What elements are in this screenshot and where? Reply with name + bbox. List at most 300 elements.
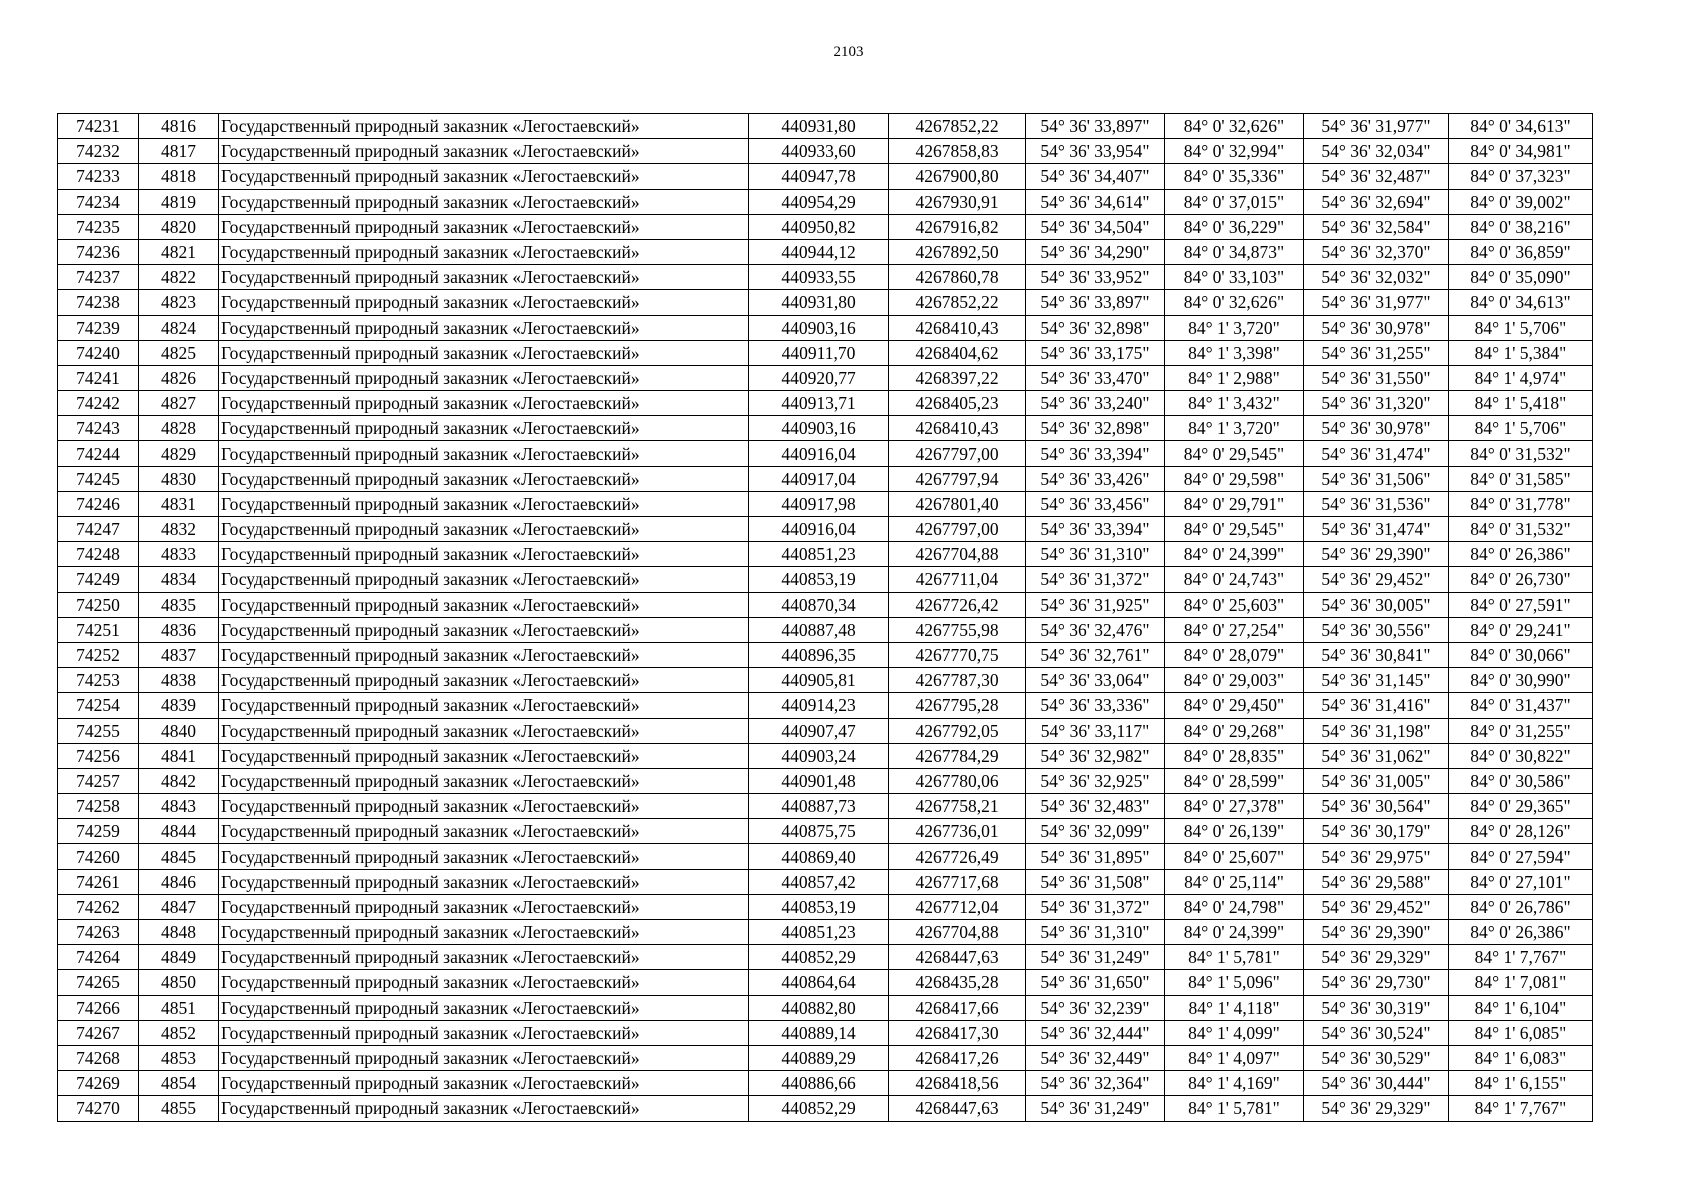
point-number-cell: 4852 xyxy=(139,1020,219,1045)
table-row xyxy=(58,1071,1593,1096)
point-number-cell: 4853 xyxy=(139,1045,219,1070)
latitude-1-cell: 54° 36' 31,249" xyxy=(1026,945,1165,970)
longitude-2-cell: 84° 0' 26,786" xyxy=(1449,894,1593,919)
table-row xyxy=(58,466,1593,491)
point-number-cell: 4849 xyxy=(139,945,219,970)
point-number-cell: 4824 xyxy=(139,315,219,340)
longitude-1-cell: 84° 0' 24,743" xyxy=(1165,567,1304,592)
y-coordinate-cell: 4267916,82 xyxy=(889,214,1026,239)
x-coordinate-cell: 440851,23 xyxy=(749,920,889,945)
record-id-cell: 74248 xyxy=(58,542,139,567)
point-number-cell: 4822 xyxy=(139,265,219,290)
longitude-2-cell: 84° 0' 37,323" xyxy=(1449,164,1593,189)
y-coordinate-cell: 4267711,04 xyxy=(889,567,1026,592)
zone-name-cell: Государственный природный заказник «Легостаевский» xyxy=(219,365,749,390)
longitude-1-cell: 84° 0' 37,015" xyxy=(1165,189,1304,214)
y-coordinate-cell: 4267852,22 xyxy=(889,290,1026,315)
longitude-2-cell: 84° 0' 28,126" xyxy=(1449,819,1593,844)
longitude-2-cell: 84° 0' 27,101" xyxy=(1449,869,1593,894)
point-number-cell: 4825 xyxy=(139,340,219,365)
latitude-1-cell: 54° 36' 33,426" xyxy=(1026,466,1165,491)
latitude-1-cell: 54° 36' 31,895" xyxy=(1026,844,1165,869)
longitude-2-cell: 84° 0' 26,386" xyxy=(1449,920,1593,945)
latitude-2-cell: 54° 36' 29,975" xyxy=(1304,844,1449,869)
zone-name-cell: Государственный природный заказник «Легостаевский» xyxy=(219,164,749,189)
latitude-2-cell: 54° 36' 31,062" xyxy=(1304,743,1449,768)
y-coordinate-cell: 4267726,42 xyxy=(889,592,1026,617)
zone-name-cell: Государственный природный заказник «Легостаевский» xyxy=(219,743,749,768)
record-id-cell: 74267 xyxy=(58,1020,139,1045)
record-id-cell: 74234 xyxy=(58,189,139,214)
record-id-cell: 74269 xyxy=(58,1071,139,1096)
x-coordinate-cell: 440853,19 xyxy=(749,894,889,919)
y-coordinate-cell: 4267784,29 xyxy=(889,743,1026,768)
latitude-2-cell: 54° 36' 31,145" xyxy=(1304,668,1449,693)
y-coordinate-cell: 4267780,06 xyxy=(889,768,1026,793)
longitude-1-cell: 84° 0' 32,626" xyxy=(1165,114,1304,139)
latitude-2-cell: 54° 36' 31,474" xyxy=(1304,441,1449,466)
longitude-2-cell: 84° 1' 5,706" xyxy=(1449,416,1593,441)
y-coordinate-cell: 4267930,91 xyxy=(889,189,1026,214)
record-id-cell: 74232 xyxy=(58,139,139,164)
x-coordinate-cell: 440947,78 xyxy=(749,164,889,189)
zone-name-cell: Государственный природный заказник «Легостаевский» xyxy=(219,1096,749,1121)
zone-name-cell: Государственный природный заказник «Легостаевский» xyxy=(219,718,749,743)
record-id-cell: 74242 xyxy=(58,391,139,416)
point-number-cell: 4844 xyxy=(139,819,219,844)
x-coordinate-cell: 440944,12 xyxy=(749,239,889,264)
x-coordinate-cell: 440911,70 xyxy=(749,340,889,365)
longitude-1-cell: 84° 1' 3,398" xyxy=(1165,340,1304,365)
point-number-cell: 4821 xyxy=(139,239,219,264)
record-id-cell: 74246 xyxy=(58,491,139,516)
latitude-2-cell: 54° 36' 32,370" xyxy=(1304,239,1449,264)
latitude-2-cell: 54° 36' 31,416" xyxy=(1304,693,1449,718)
latitude-1-cell: 54° 36' 33,394" xyxy=(1026,441,1165,466)
latitude-2-cell: 54° 36' 29,390" xyxy=(1304,920,1449,945)
latitude-2-cell: 54° 36' 30,179" xyxy=(1304,819,1449,844)
latitude-1-cell: 54° 36' 31,508" xyxy=(1026,869,1165,894)
point-number-cell: 4838 xyxy=(139,668,219,693)
x-coordinate-cell: 440916,04 xyxy=(749,441,889,466)
latitude-2-cell: 54° 36' 30,841" xyxy=(1304,642,1449,667)
table-row xyxy=(58,416,1593,441)
table-row xyxy=(58,164,1593,189)
latitude-2-cell: 54° 36' 29,390" xyxy=(1304,542,1449,567)
latitude-1-cell: 54° 36' 32,761" xyxy=(1026,642,1165,667)
latitude-1-cell: 54° 36' 33,954" xyxy=(1026,139,1165,164)
x-coordinate-cell: 440913,71 xyxy=(749,391,889,416)
table-row xyxy=(58,340,1593,365)
latitude-2-cell: 54° 36' 29,588" xyxy=(1304,869,1449,894)
longitude-1-cell: 84° 0' 35,336" xyxy=(1165,164,1304,189)
point-number-cell: 4839 xyxy=(139,693,219,718)
table-row xyxy=(58,920,1593,945)
latitude-1-cell: 54° 36' 32,449" xyxy=(1026,1045,1165,1070)
table-row xyxy=(58,995,1593,1020)
x-coordinate-cell: 440864,64 xyxy=(749,970,889,995)
latitude-1-cell: 54° 36' 33,394" xyxy=(1026,517,1165,542)
latitude-2-cell: 54° 36' 30,978" xyxy=(1304,315,1449,340)
longitude-1-cell: 84° 0' 27,254" xyxy=(1165,617,1304,642)
zone-name-cell: Государственный природный заказник «Легостаевский» xyxy=(219,1045,749,1070)
y-coordinate-cell: 4268447,63 xyxy=(889,1096,1026,1121)
latitude-2-cell: 54° 36' 30,556" xyxy=(1304,617,1449,642)
table-row xyxy=(58,365,1593,390)
table-row xyxy=(58,265,1593,290)
latitude-1-cell: 54° 36' 34,614" xyxy=(1026,189,1165,214)
point-number-cell: 4835 xyxy=(139,592,219,617)
table-row xyxy=(58,491,1593,516)
latitude-1-cell: 54° 36' 33,456" xyxy=(1026,491,1165,516)
table-row xyxy=(58,189,1593,214)
longitude-1-cell: 84° 0' 29,450" xyxy=(1165,693,1304,718)
table-row xyxy=(58,290,1593,315)
point-number-cell: 4819 xyxy=(139,189,219,214)
latitude-2-cell: 54° 36' 31,536" xyxy=(1304,491,1449,516)
latitude-2-cell: 54° 36' 31,506" xyxy=(1304,466,1449,491)
table-row xyxy=(58,642,1593,667)
point-number-cell: 4820 xyxy=(139,214,219,239)
latitude-2-cell: 54° 36' 30,529" xyxy=(1304,1045,1449,1070)
y-coordinate-cell: 4267792,05 xyxy=(889,718,1026,743)
longitude-2-cell: 84° 0' 31,585" xyxy=(1449,466,1593,491)
point-number-cell: 4829 xyxy=(139,441,219,466)
longitude-2-cell: 84° 0' 38,216" xyxy=(1449,214,1593,239)
record-id-cell: 74250 xyxy=(58,592,139,617)
table-row xyxy=(58,1020,1593,1045)
latitude-1-cell: 54° 36' 32,476" xyxy=(1026,617,1165,642)
point-number-cell: 4843 xyxy=(139,794,219,819)
x-coordinate-cell: 440896,35 xyxy=(749,642,889,667)
record-id-cell: 74258 xyxy=(58,794,139,819)
y-coordinate-cell: 4268410,43 xyxy=(889,416,1026,441)
zone-name-cell: Государственный природный заказник «Легостаевский» xyxy=(219,920,749,945)
zone-name-cell: Государственный природный заказник «Легостаевский» xyxy=(219,189,749,214)
y-coordinate-cell: 4268417,66 xyxy=(889,995,1026,1020)
latitude-1-cell: 54° 36' 32,444" xyxy=(1026,1020,1165,1045)
point-number-cell: 4847 xyxy=(139,894,219,919)
record-id-cell: 74253 xyxy=(58,668,139,693)
x-coordinate-cell: 440870,34 xyxy=(749,592,889,617)
x-coordinate-cell: 440931,80 xyxy=(749,114,889,139)
table-row xyxy=(58,819,1593,844)
zone-name-cell: Государственный природный заказник «Легостаевский» xyxy=(219,819,749,844)
zone-name-cell: Государственный природный заказник «Легостаевский» xyxy=(219,290,749,315)
y-coordinate-cell: 4267758,21 xyxy=(889,794,1026,819)
y-coordinate-cell: 4268410,43 xyxy=(889,315,1026,340)
y-coordinate-cell: 4267797,00 xyxy=(889,441,1026,466)
y-coordinate-cell: 4267900,80 xyxy=(889,164,1026,189)
table-row xyxy=(58,592,1593,617)
longitude-1-cell: 84° 0' 24,399" xyxy=(1165,542,1304,567)
latitude-2-cell: 54° 36' 32,032" xyxy=(1304,265,1449,290)
latitude-2-cell: 54° 36' 29,329" xyxy=(1304,1096,1449,1121)
longitude-2-cell: 84° 1' 6,155" xyxy=(1449,1071,1593,1096)
latitude-1-cell: 54° 36' 33,897" xyxy=(1026,290,1165,315)
point-number-cell: 4842 xyxy=(139,768,219,793)
x-coordinate-cell: 440907,47 xyxy=(749,718,889,743)
table-row xyxy=(58,391,1593,416)
record-id-cell: 74233 xyxy=(58,164,139,189)
longitude-2-cell: 84° 0' 30,990" xyxy=(1449,668,1593,693)
point-number-cell: 4855 xyxy=(139,1096,219,1121)
longitude-2-cell: 84° 1' 7,767" xyxy=(1449,945,1593,970)
zone-name-cell: Государственный природный заказник «Легостаевский» xyxy=(219,768,749,793)
zone-name-cell: Государственный природный заказник «Легостаевский» xyxy=(219,794,749,819)
record-id-cell: 74255 xyxy=(58,718,139,743)
longitude-2-cell: 84° 0' 26,730" xyxy=(1449,567,1593,592)
point-number-cell: 4841 xyxy=(139,743,219,768)
latitude-1-cell: 54° 36' 33,897" xyxy=(1026,114,1165,139)
zone-name-cell: Государственный природный заказник «Легостаевский» xyxy=(219,970,749,995)
longitude-2-cell: 84° 0' 27,591" xyxy=(1449,592,1593,617)
longitude-2-cell: 84° 0' 35,090" xyxy=(1449,265,1593,290)
y-coordinate-cell: 4268418,56 xyxy=(889,1071,1026,1096)
latitude-2-cell: 54° 36' 31,005" xyxy=(1304,768,1449,793)
y-coordinate-cell: 4268397,22 xyxy=(889,365,1026,390)
zone-name-cell: Государственный природный заказник «Легостаевский» xyxy=(219,114,749,139)
point-number-cell: 4818 xyxy=(139,164,219,189)
table-row xyxy=(58,114,1593,139)
longitude-1-cell: 84° 1' 4,118" xyxy=(1165,995,1304,1020)
table-row xyxy=(58,718,1593,743)
latitude-2-cell: 54° 36' 29,452" xyxy=(1304,567,1449,592)
y-coordinate-cell: 4267712,04 xyxy=(889,894,1026,919)
longitude-1-cell: 84° 0' 26,139" xyxy=(1165,819,1304,844)
y-coordinate-cell: 4268417,30 xyxy=(889,1020,1026,1045)
longitude-1-cell: 84° 1' 4,169" xyxy=(1165,1071,1304,1096)
longitude-2-cell: 84° 0' 30,822" xyxy=(1449,743,1593,768)
table-row xyxy=(58,768,1593,793)
zone-name-cell: Государственный природный заказник «Легостаевский» xyxy=(219,592,749,617)
zone-name-cell: Государственный природный заказник «Легостаевский» xyxy=(219,517,749,542)
latitude-2-cell: 54° 36' 31,474" xyxy=(1304,517,1449,542)
zone-name-cell: Государственный природный заказник «Легостаевский» xyxy=(219,642,749,667)
latitude-2-cell: 54° 36' 31,550" xyxy=(1304,365,1449,390)
longitude-1-cell: 84° 0' 29,545" xyxy=(1165,517,1304,542)
longitude-2-cell: 84° 0' 30,586" xyxy=(1449,768,1593,793)
record-id-cell: 74252 xyxy=(58,642,139,667)
point-number-cell: 4846 xyxy=(139,869,219,894)
x-coordinate-cell: 440917,98 xyxy=(749,491,889,516)
latitude-2-cell: 54° 36' 29,452" xyxy=(1304,894,1449,919)
longitude-1-cell: 84° 0' 29,545" xyxy=(1165,441,1304,466)
x-coordinate-cell: 440857,42 xyxy=(749,869,889,894)
latitude-1-cell: 54° 36' 32,364" xyxy=(1026,1071,1165,1096)
latitude-2-cell: 54° 36' 30,444" xyxy=(1304,1071,1449,1096)
record-id-cell: 74256 xyxy=(58,743,139,768)
table-row xyxy=(58,693,1593,718)
longitude-2-cell: 84° 0' 34,613" xyxy=(1449,114,1593,139)
point-number-cell: 4817 xyxy=(139,139,219,164)
longitude-1-cell: 84° 0' 28,835" xyxy=(1165,743,1304,768)
record-id-cell: 74231 xyxy=(58,114,139,139)
longitude-2-cell: 84° 0' 30,066" xyxy=(1449,642,1593,667)
longitude-1-cell: 84° 0' 24,399" xyxy=(1165,920,1304,945)
zone-name-cell: Государственный природный заказник «Легостаевский» xyxy=(219,391,749,416)
latitude-1-cell: 54° 36' 31,310" xyxy=(1026,920,1165,945)
y-coordinate-cell: 4267797,00 xyxy=(889,517,1026,542)
x-coordinate-cell: 440887,73 xyxy=(749,794,889,819)
latitude-2-cell: 54° 36' 30,564" xyxy=(1304,794,1449,819)
table-row xyxy=(58,542,1593,567)
longitude-2-cell: 84° 0' 31,778" xyxy=(1449,491,1593,516)
zone-name-cell: Государственный природный заказник «Легостаевский» xyxy=(219,668,749,693)
longitude-1-cell: 84° 1' 3,720" xyxy=(1165,315,1304,340)
longitude-1-cell: 84° 1' 5,781" xyxy=(1165,945,1304,970)
zone-name-cell: Государственный природный заказник «Легостаевский» xyxy=(219,617,749,642)
latitude-1-cell: 54° 36' 33,240" xyxy=(1026,391,1165,416)
latitude-2-cell: 54° 36' 31,255" xyxy=(1304,340,1449,365)
y-coordinate-cell: 4268405,23 xyxy=(889,391,1026,416)
y-coordinate-cell: 4267795,28 xyxy=(889,693,1026,718)
longitude-2-cell: 84° 1' 6,085" xyxy=(1449,1020,1593,1045)
y-coordinate-cell: 4267717,68 xyxy=(889,869,1026,894)
latitude-1-cell: 54° 36' 32,898" xyxy=(1026,416,1165,441)
coordinates-table xyxy=(57,113,1593,1122)
longitude-1-cell: 84° 1' 3,432" xyxy=(1165,391,1304,416)
record-id-cell: 74263 xyxy=(58,920,139,945)
record-id-cell: 74260 xyxy=(58,844,139,869)
longitude-2-cell: 84° 1' 7,081" xyxy=(1449,970,1593,995)
x-coordinate-cell: 440889,29 xyxy=(749,1045,889,1070)
longitude-2-cell: 84° 1' 5,418" xyxy=(1449,391,1593,416)
point-number-cell: 4854 xyxy=(139,1071,219,1096)
x-coordinate-cell: 440882,80 xyxy=(749,995,889,1020)
record-id-cell: 74244 xyxy=(58,441,139,466)
latitude-1-cell: 54° 36' 33,336" xyxy=(1026,693,1165,718)
table-row xyxy=(58,567,1593,592)
point-number-cell: 4848 xyxy=(139,920,219,945)
longitude-1-cell: 84° 0' 33,103" xyxy=(1165,265,1304,290)
longitude-1-cell: 84° 0' 25,607" xyxy=(1165,844,1304,869)
x-coordinate-cell: 440931,80 xyxy=(749,290,889,315)
x-coordinate-cell: 440903,24 xyxy=(749,743,889,768)
x-coordinate-cell: 440950,82 xyxy=(749,214,889,239)
y-coordinate-cell: 4267787,30 xyxy=(889,668,1026,693)
latitude-2-cell: 54° 36' 31,977" xyxy=(1304,114,1449,139)
zone-name-cell: Государственный природный заказник «Легостаевский» xyxy=(219,340,749,365)
y-coordinate-cell: 4267726,49 xyxy=(889,844,1026,869)
zone-name-cell: Государственный природный заказник «Легостаевский» xyxy=(219,416,749,441)
latitude-1-cell: 54° 36' 31,925" xyxy=(1026,592,1165,617)
table-row xyxy=(58,743,1593,768)
x-coordinate-cell: 440903,16 xyxy=(749,416,889,441)
point-number-cell: 4828 xyxy=(139,416,219,441)
record-id-cell: 74270 xyxy=(58,1096,139,1121)
latitude-2-cell: 54° 36' 29,730" xyxy=(1304,970,1449,995)
y-coordinate-cell: 4268447,63 xyxy=(889,945,1026,970)
y-coordinate-cell: 4268404,62 xyxy=(889,340,1026,365)
record-id-cell: 74265 xyxy=(58,970,139,995)
zone-name-cell: Государственный природный заказник «Легостаевский» xyxy=(219,869,749,894)
point-number-cell: 4826 xyxy=(139,365,219,390)
x-coordinate-cell: 440920,77 xyxy=(749,365,889,390)
point-number-cell: 4836 xyxy=(139,617,219,642)
longitude-1-cell: 84° 0' 28,079" xyxy=(1165,642,1304,667)
record-id-cell: 74254 xyxy=(58,693,139,718)
latitude-2-cell: 54° 36' 31,198" xyxy=(1304,718,1449,743)
latitude-2-cell: 54° 36' 30,005" xyxy=(1304,592,1449,617)
record-id-cell: 74259 xyxy=(58,819,139,844)
longitude-1-cell: 84° 1' 4,099" xyxy=(1165,1020,1304,1045)
latitude-1-cell: 54° 36' 33,064" xyxy=(1026,668,1165,693)
latitude-2-cell: 54° 36' 32,584" xyxy=(1304,214,1449,239)
record-id-cell: 74247 xyxy=(58,517,139,542)
table-row xyxy=(58,844,1593,869)
zone-name-cell: Государственный природный заказник «Легостаевский» xyxy=(219,214,749,239)
zone-name-cell: Государственный природный заказник «Легостаевский» xyxy=(219,567,749,592)
table-row xyxy=(58,617,1593,642)
point-number-cell: 4827 xyxy=(139,391,219,416)
longitude-2-cell: 84° 0' 27,594" xyxy=(1449,844,1593,869)
zone-name-cell: Государственный природный заказник «Легостаевский» xyxy=(219,995,749,1020)
latitude-1-cell: 54° 36' 31,650" xyxy=(1026,970,1165,995)
longitude-2-cell: 84° 1' 4,974" xyxy=(1449,365,1593,390)
page-number: 2103 xyxy=(833,44,864,60)
latitude-2-cell: 54° 36' 31,977" xyxy=(1304,290,1449,315)
longitude-2-cell: 84° 1' 7,767" xyxy=(1449,1096,1593,1121)
point-number-cell: 4850 xyxy=(139,970,219,995)
zone-name-cell: Государственный природный заказник «Легостаевский» xyxy=(219,441,749,466)
zone-name-cell: Государственный природный заказник «Легостаевский» xyxy=(219,894,749,919)
longitude-2-cell: 84° 0' 29,241" xyxy=(1449,617,1593,642)
zone-name-cell: Государственный природный заказник «Легостаевский» xyxy=(219,945,749,970)
record-id-cell: 74239 xyxy=(58,315,139,340)
record-id-cell: 74245 xyxy=(58,466,139,491)
x-coordinate-cell: 440852,29 xyxy=(749,1096,889,1121)
longitude-1-cell: 84° 1' 4,097" xyxy=(1165,1045,1304,1070)
latitude-1-cell: 54° 36' 33,952" xyxy=(1026,265,1165,290)
zone-name-cell: Государственный природный заказник «Легостаевский» xyxy=(219,239,749,264)
latitude-1-cell: 54° 36' 31,372" xyxy=(1026,894,1165,919)
record-id-cell: 74264 xyxy=(58,945,139,970)
table-row xyxy=(58,970,1593,995)
record-id-cell: 74237 xyxy=(58,265,139,290)
latitude-1-cell: 54° 36' 34,407" xyxy=(1026,164,1165,189)
latitude-1-cell: 54° 36' 32,898" xyxy=(1026,315,1165,340)
y-coordinate-cell: 4267852,22 xyxy=(889,114,1026,139)
x-coordinate-cell: 440917,04 xyxy=(749,466,889,491)
latitude-1-cell: 54° 36' 34,504" xyxy=(1026,214,1165,239)
longitude-1-cell: 84° 1' 5,781" xyxy=(1165,1096,1304,1121)
x-coordinate-cell: 440875,75 xyxy=(749,819,889,844)
zone-name-cell: Государственный природный заказник «Легостаевский» xyxy=(219,1020,749,1045)
latitude-1-cell: 54° 36' 33,470" xyxy=(1026,365,1165,390)
longitude-1-cell: 84° 0' 25,114" xyxy=(1165,869,1304,894)
y-coordinate-cell: 4267801,40 xyxy=(889,491,1026,516)
x-coordinate-cell: 440886,66 xyxy=(749,1071,889,1096)
x-coordinate-cell: 440853,19 xyxy=(749,567,889,592)
record-id-cell: 74241 xyxy=(58,365,139,390)
zone-name-cell: Государственный природный заказник «Легостаевский» xyxy=(219,315,749,340)
latitude-2-cell: 54° 36' 31,320" xyxy=(1304,391,1449,416)
zone-name-cell: Государственный природный заказник «Легостаевский» xyxy=(219,139,749,164)
point-number-cell: 4845 xyxy=(139,844,219,869)
y-coordinate-cell: 4267736,01 xyxy=(889,819,1026,844)
point-number-cell: 4831 xyxy=(139,491,219,516)
point-number-cell: 4833 xyxy=(139,542,219,567)
longitude-1-cell: 84° 1' 3,720" xyxy=(1165,416,1304,441)
point-number-cell: 4832 xyxy=(139,517,219,542)
longitude-1-cell: 84° 0' 28,599" xyxy=(1165,768,1304,793)
latitude-1-cell: 54° 36' 32,099" xyxy=(1026,819,1165,844)
longitude-2-cell: 84° 1' 6,104" xyxy=(1449,995,1593,1020)
table-row xyxy=(58,869,1593,894)
table-row xyxy=(58,894,1593,919)
longitude-2-cell: 84° 0' 31,532" xyxy=(1449,441,1593,466)
